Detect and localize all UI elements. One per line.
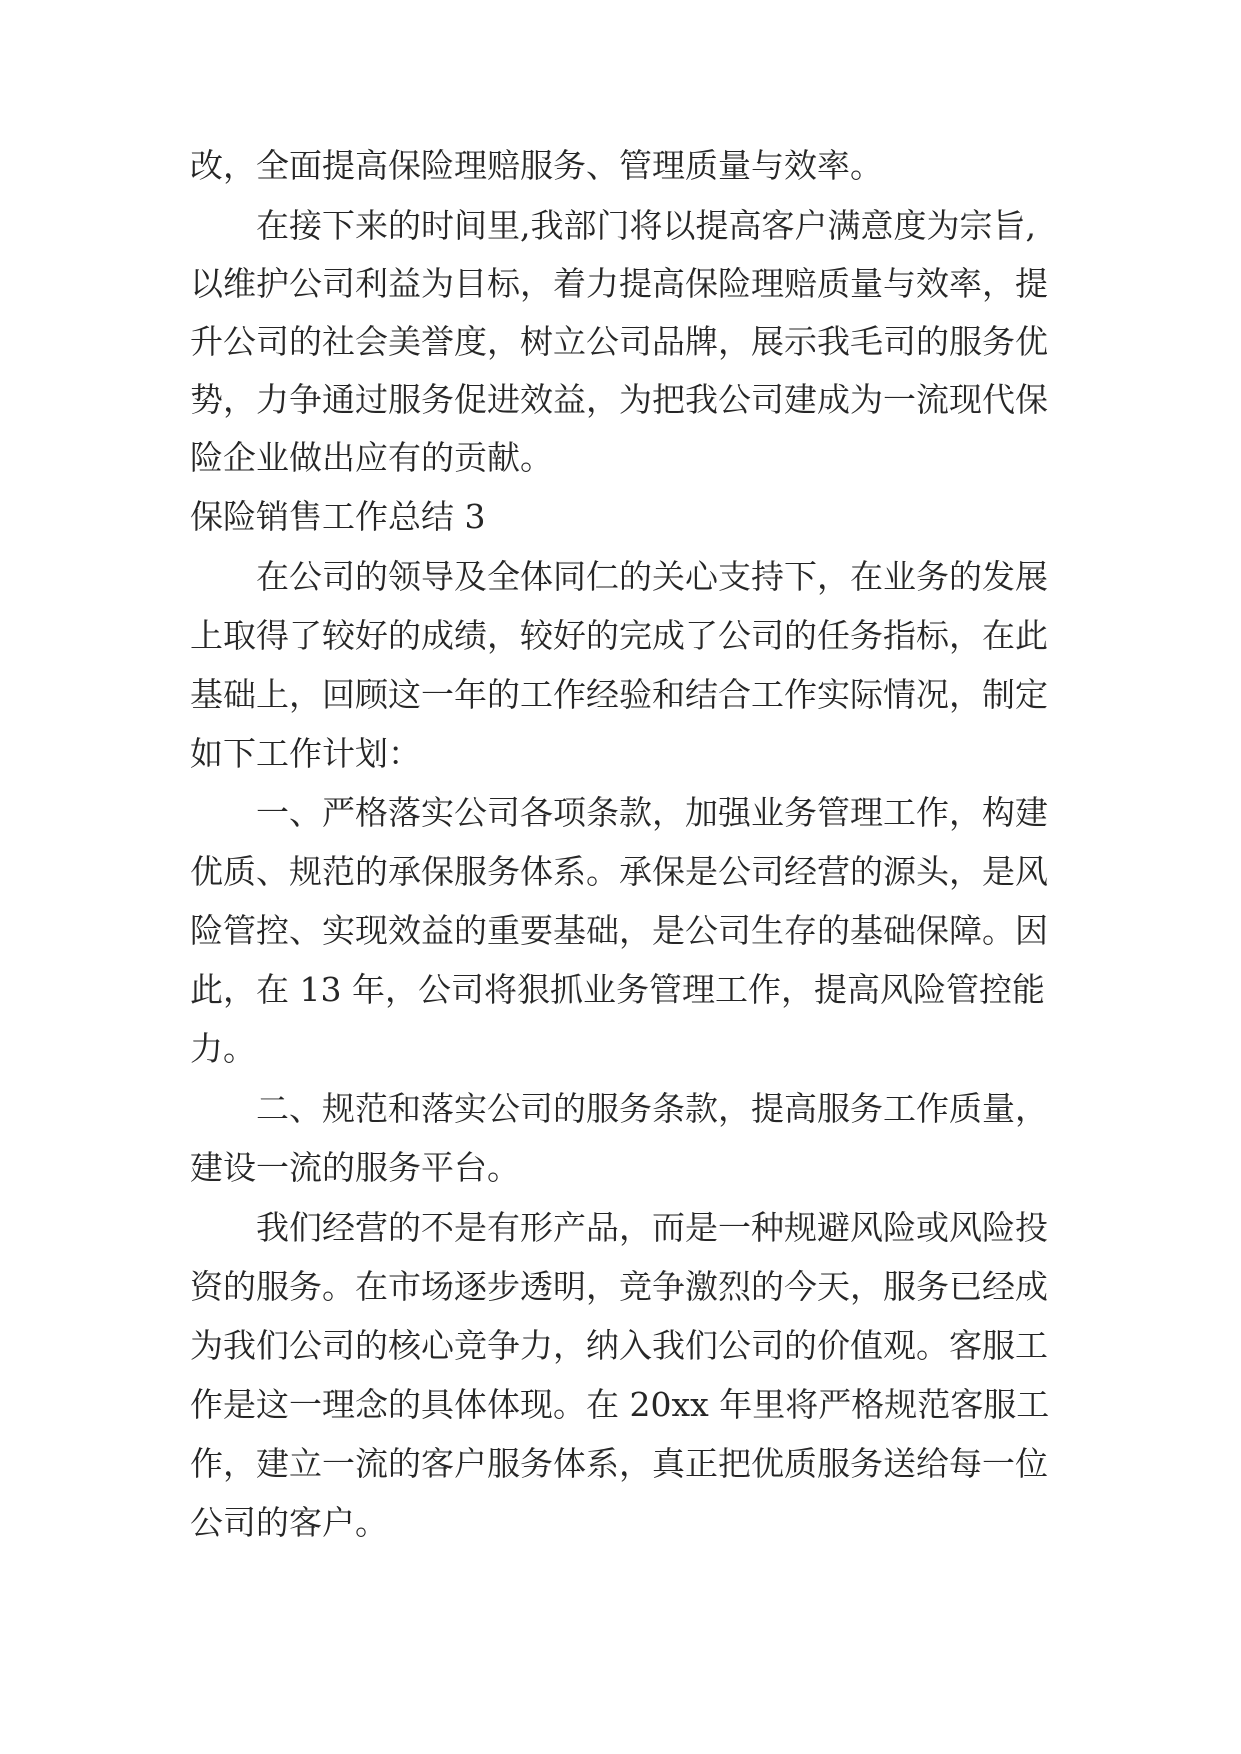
text-line: 势，力争通过服务促进效益，为把我公司建成为一流现代保 [190, 380, 1048, 419]
text-line: 作是这一理念的具体体现。在 20xx 年里将严格规范客服工 [190, 1385, 1050, 1424]
text-line: 公司的客户。 [190, 1503, 388, 1542]
text-line: 改，全面提高保险理赔服务、管理质量与效率。 [190, 146, 883, 185]
text-line: 上取得了较好的成绩，较好的完成了公司的任务指标，在此 [190, 616, 1048, 655]
text-line: 在接下来的时间里,我部门将以提高客户满意度为宗旨, [256, 206, 1036, 245]
text-line: 如下工作计划： [190, 734, 421, 773]
text-line: 二、规范和落实公司的服务条款，提高服务工作质量， [256, 1089, 1048, 1128]
text-line: 险管控、实现效益的重要基础，是公司生存的基础保障。因 [190, 911, 1048, 950]
text-line: 险企业做出应有的贡献。 [190, 438, 553, 477]
text-line: 力。 [190, 1029, 256, 1068]
section-heading: 保险销售工作总结 3 [190, 497, 486, 536]
text-line: 资的服务。在市场逐步透明，竞争激烈的今天，服务已经成 [190, 1267, 1048, 1306]
text-line: 一、严格落实公司各项条款，加强业务管理工作，构建 [256, 793, 1048, 832]
text-line: 升公司的社会美誉度，树立公司品牌，展示我毛司的服务优 [190, 322, 1048, 361]
text-line: 优质、规范的承保服务体系。承保是公司经营的源头，是风 [190, 852, 1048, 891]
text-line: 建设一流的服务平台。 [190, 1148, 520, 1187]
text-line: 为我们公司的核心竞争力，纳入我们公司的价值观。客服工 [190, 1326, 1048, 1365]
text-line: 作，建立一流的客户服务体系，真正把优质服务送给每一位 [190, 1444, 1048, 1483]
text-line: 基础上，回顾这一年的工作经验和结合工作实际情况，制定 [190, 675, 1048, 714]
text-line: 在公司的领导及全体同仁的关心支持下，在业务的发展 [256, 557, 1048, 596]
text-line: 我们经营的不是有形产品，而是一种规避风险或风险投 [256, 1208, 1048, 1247]
text-line: 此，在 13 年，公司将狠抓业务管理工作，提高风险管控能 [190, 970, 1045, 1009]
text-line: 以维护公司利益为目标，着力提高保险理赔质量与效率，提 [190, 264, 1048, 303]
